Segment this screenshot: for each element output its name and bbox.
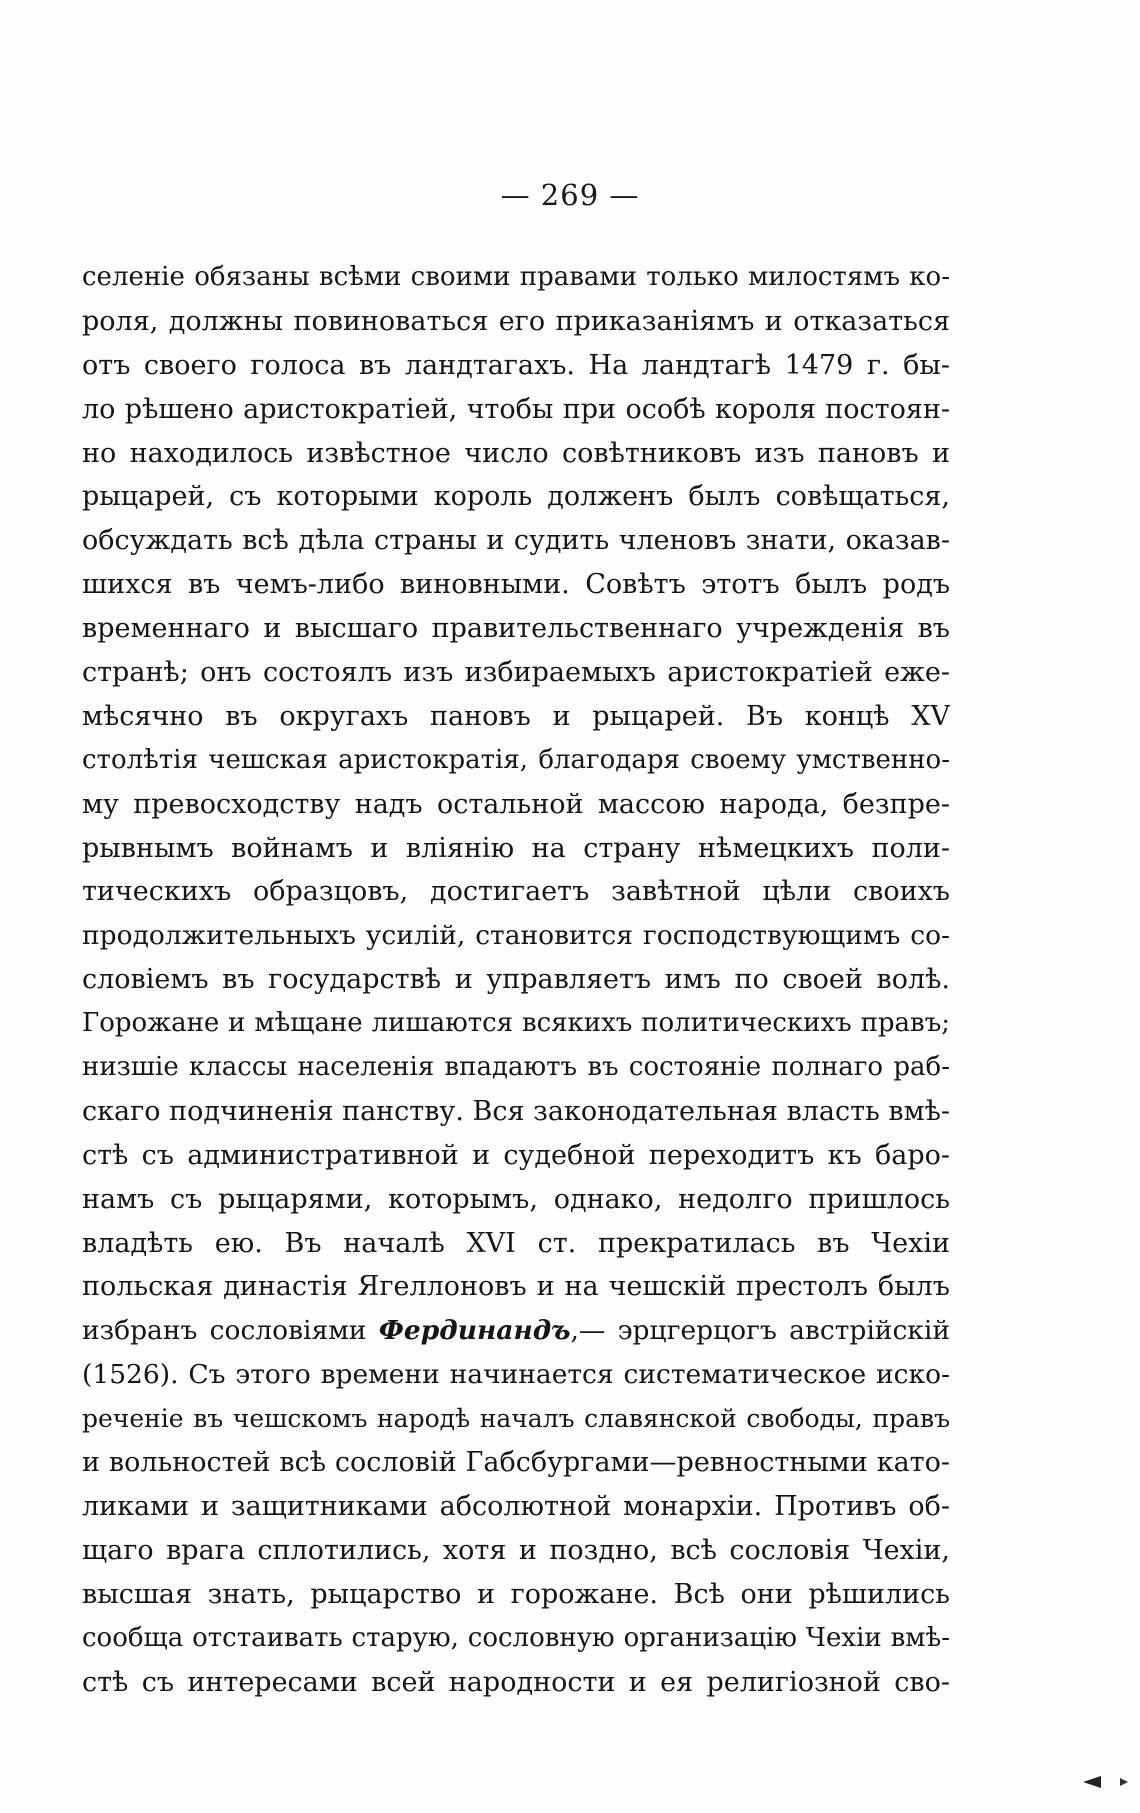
text-line: ло рѣшено аристократіей, чтобы при особѣ короля постоян- xyxy=(82,393,950,425)
scan-mark-icon xyxy=(1120,1778,1128,1786)
text-line: мѣсячно въ округахъ пановъ и рыцарей. Въ концѣ XV xyxy=(82,700,950,732)
text-line: роля, должны повиноваться его приказаніямъ и отказаться xyxy=(82,305,950,337)
text-line: сообща отстаивать старую, сословную организацію Чехіи вмѣ- xyxy=(82,1622,950,1653)
text-line: отъ своего голоса въ ландтагахъ. На ландтагѣ 1479 г. бы- xyxy=(82,349,950,381)
text-line: стѣ съ административной и судебной переходитъ къ баро- xyxy=(82,1139,950,1171)
text-line: продолжительныхъ усилій, становится господствующимъ со- xyxy=(82,920,950,952)
text-line: но находилось извѣстное число совѣтниковъ изъ пановъ и xyxy=(82,437,950,469)
text-line-ferdinand xyxy=(82,1309,950,1353)
text-line: ликами и защитниками абсолютной монархіи. Противъ об- xyxy=(82,1490,950,1522)
text-line: селеніе обязаны всѣми своими правами только милостямъ ко- xyxy=(82,262,950,292)
text-segment: ,— эрцгерцогъ австрійскій xyxy=(570,1315,950,1347)
text-line: словіемъ въ государствѣ и управляетъ имъ по своей волѣ. xyxy=(82,964,950,996)
text-line: низшіе классы населенія впадаютъ въ состояніе полнаго раб- xyxy=(82,1052,950,1083)
text-line: рывнымъ войнамъ и вліянію на страну нѣмецкихъ поли- xyxy=(82,832,950,864)
text-line: тическихъ образцовъ, достигаетъ завѣтной цѣли своихъ xyxy=(82,876,950,908)
scan-mark-icon xyxy=(1083,1776,1101,1788)
text-line: (1526). Съ этого времени начинается систематическое иско- xyxy=(82,1359,950,1391)
text-line: щаго врага сплотились, хотя и поздно, всѣ сословія Чехіи, xyxy=(82,1534,950,1566)
text-line: польская династія Ягеллоновъ и на чешскій престолъ былъ xyxy=(82,1271,950,1303)
text-line: намъ съ рыцарями, которымъ, однако, недолго пришлось xyxy=(82,1183,950,1215)
text-line: му превосходству надъ остальной массою народа, безпре- xyxy=(82,788,950,820)
emphasized-name: Фердинандъ xyxy=(378,1315,571,1347)
text-line: Горожане и мѣщане лишаются всякихъ политическихъ правъ; xyxy=(82,1008,950,1039)
text-line: владѣть ею. Въ началѣ XVI ст. прекратилась въ Чехіи xyxy=(82,1227,950,1259)
text-line: реченіе въ чешскомъ народѣ началъ славянской свободы, правъ xyxy=(82,1404,950,1434)
text-line: стѣ съ интересами всей народности и ея религіозной сво- xyxy=(82,1666,950,1698)
text-line: столѣтія чешская аристократія, благодаря своему умственно- xyxy=(82,744,950,775)
text-line: скаго подчиненія панству. Вся законодательная власть вмѣ- xyxy=(82,1095,950,1127)
text-line: обсуждать всѣ дѣла страны и судить членовъ знати, оказав- xyxy=(82,525,950,557)
text-line: странѣ; онъ состоялъ изъ избираемыхъ аристократіей еже- xyxy=(82,657,950,689)
page-number: — 269 — xyxy=(500,178,640,212)
text-line: и вольностей всѣ сословій Габсбургами—ревностными като- xyxy=(82,1447,950,1479)
text-segment: избранъ сословіями xyxy=(82,1315,379,1347)
text-line: высшая знать, рыцарство и горожане. Всѣ они рѣшились xyxy=(82,1578,950,1610)
body-text xyxy=(82,256,950,1704)
text-line: шихся въ чемъ-либо виновными. Совѣтъ этотъ былъ родъ xyxy=(82,569,950,601)
text-line: временнаго и высшаго правительственнаго учрежденія въ xyxy=(82,613,950,645)
text-line: рыцарей, съ которыми король долженъ былъ совѣщаться, xyxy=(82,481,950,513)
